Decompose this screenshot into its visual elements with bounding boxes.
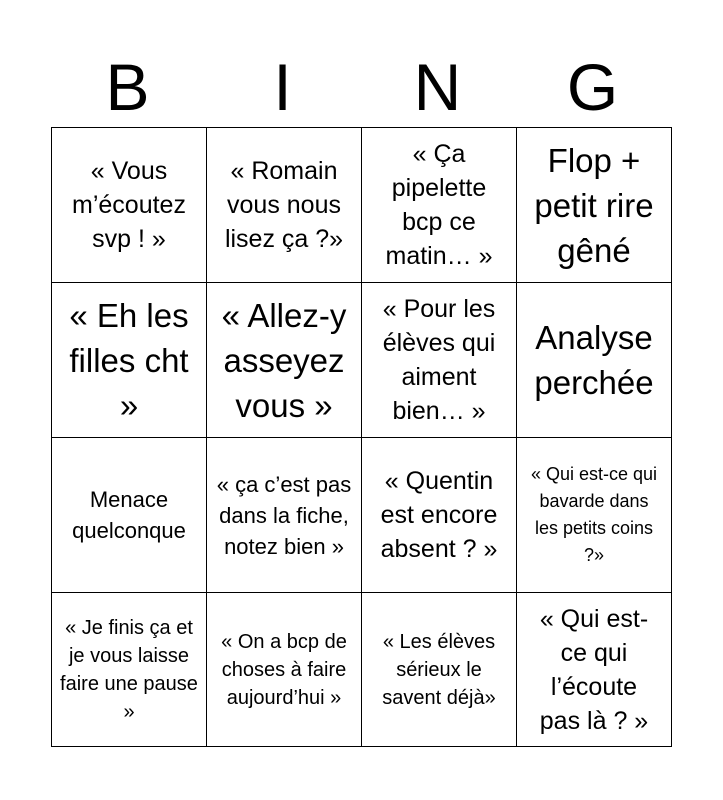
cell-text: « Vous m’écoutez svp ! » [72, 157, 186, 253]
bingo-cell[interactable] [517, 438, 672, 593]
cell-text: « Pour les élèves qui aiment bien… » [382, 295, 496, 425]
bingo-cell[interactable] [52, 593, 207, 747]
cell-text: Analyse perchée [534, 319, 654, 401]
bingo-cell[interactable] [362, 593, 517, 747]
cell-text: « Allez-y asseyez vous » [221, 296, 347, 424]
header-letter-i: I [273, 50, 292, 124]
cell-text: Flop + petit rire gêné [534, 141, 654, 269]
bingo-cell[interactable] [362, 438, 517, 593]
cell-text: « Quentin est encore absent ? » [380, 467, 498, 563]
cell-text: « Romain vous nous lisez ça ?» [224, 157, 344, 253]
cell-text: « Eh les filles cht » [69, 296, 189, 424]
cell-text: Menace quelconque [72, 487, 186, 543]
bingo-cell[interactable] [52, 283, 207, 438]
header-letter-b: B [105, 50, 150, 124]
bingo-cell[interactable] [207, 593, 362, 747]
bingo-header [50, 50, 670, 125]
header-letter-n: N [413, 50, 462, 124]
bingo-cell[interactable] [362, 128, 517, 283]
cell-text: « Qui est-ce qui bavarde dans les petits coins ?» [530, 464, 658, 565]
bingo-cell[interactable] [517, 128, 672, 283]
bingo-cell[interactable] [517, 283, 672, 438]
header-letter-g: G [566, 50, 619, 124]
cell-text: « Ça pipelette bcp ce matin… » [385, 140, 493, 270]
bingo-cell[interactable] [362, 283, 517, 438]
bingo-cell[interactable] [52, 128, 207, 283]
bingo-cell[interactable] [52, 438, 207, 593]
bingo-grid [51, 127, 672, 747]
bingo-cell[interactable] [207, 128, 362, 283]
cell-text: « ça c’est pas dans la fiche, notez bien » [216, 471, 352, 559]
bingo-cell[interactable] [207, 283, 362, 438]
cell-text: « Qui est-ce qui l’écoute pas là ? » [539, 604, 649, 735]
cell-text: « On a bcp de choses à faire aujourd’hui » [221, 630, 347, 709]
cell-text: « Je finis ça et je vous laisse faire une pause » [60, 616, 198, 723]
cell-text: « Les élèves sérieux le savent déjà» [382, 630, 496, 709]
bingo-cell[interactable] [207, 438, 362, 593]
bingo-cell[interactable] [517, 593, 672, 747]
